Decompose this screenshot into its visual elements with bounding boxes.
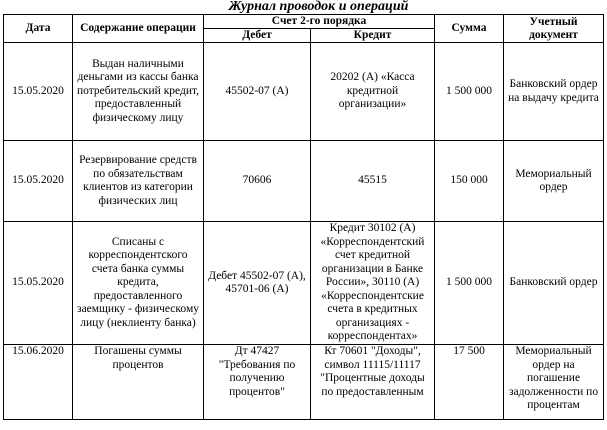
table-row (4, 345, 604, 420)
cell-document: Мемориальный ордер (504, 141, 604, 222)
document-title: Журнал проводок и операций (228, 0, 409, 14)
header-credit: Кредит (311, 29, 435, 43)
cell-amount: 150 000 (435, 141, 504, 222)
table-row (4, 222, 604, 345)
header-document: Учетный документ (504, 15, 604, 43)
header-content: Содержание операции (73, 15, 204, 43)
cell-content: Списаны с корреспондентского счета банка суммы кредита, предоставленного заемщику - физическому лицу (неклиенту банка) (73, 222, 204, 345)
journal-table (3, 14, 604, 420)
cell-amount: 1 500 000 (435, 43, 504, 141)
cell-credit: 45515 (311, 141, 435, 222)
cell-credit: Кредит 30102 (А) «Корреспондентский счет кредитной организации в Банке России», 30110 (А) «Корреспондентские счета в кредитных организациях - корреспондентах» (311, 222, 435, 345)
cell-credit: 20202 (А) «Касса кредитной организации» (311, 43, 435, 141)
cell-debit: Дебет 45502-07 (А), 45701-06 (А) (204, 222, 311, 345)
header-date: Дата (4, 15, 73, 43)
cell-document: Банковский ордер (504, 222, 604, 345)
table-row (4, 141, 604, 222)
cell-date: 15.05.2020 (4, 222, 73, 345)
cell-document: Мемориальный ордер на погашение задолженности по процентам (504, 345, 604, 420)
header-account-group: Счет 2-го порядка (204, 15, 435, 29)
cell-content: Погашены суммы процентов (73, 345, 204, 420)
cell-date: 15.05.2020 (4, 43, 73, 141)
cell-credit: Кт 70601 "Доходы", символ 11115/11117 "Процентные доходы по предоставленным (311, 345, 435, 420)
cell-date: 15.05.2020 (4, 141, 73, 222)
header-amount: Сумма (435, 15, 504, 43)
cell-content: Выдан наличными деньгами из кассы банка потребительский кредит, предоставленный физическому лицу (73, 43, 204, 141)
cell-debit: 45502-07 (А) (204, 43, 311, 141)
cell-document: Банковский ордер на выдачу кредита (504, 43, 604, 141)
cell-date: 15.06.2020 (4, 345, 73, 420)
cell-amount: 17 500 (435, 345, 504, 420)
header-row-1 (4, 15, 604, 29)
cell-debit: 70606 (204, 141, 311, 222)
table-row (4, 43, 604, 141)
header-debit: Дебет (204, 29, 311, 43)
cell-debit: Дт 47427 "Требования по получению процентов" (204, 345, 311, 420)
cell-content: Резервирование средств по обязательствам клиентов из категории физических лиц (73, 141, 204, 222)
cell-amount: 1 500 000 (435, 222, 504, 345)
